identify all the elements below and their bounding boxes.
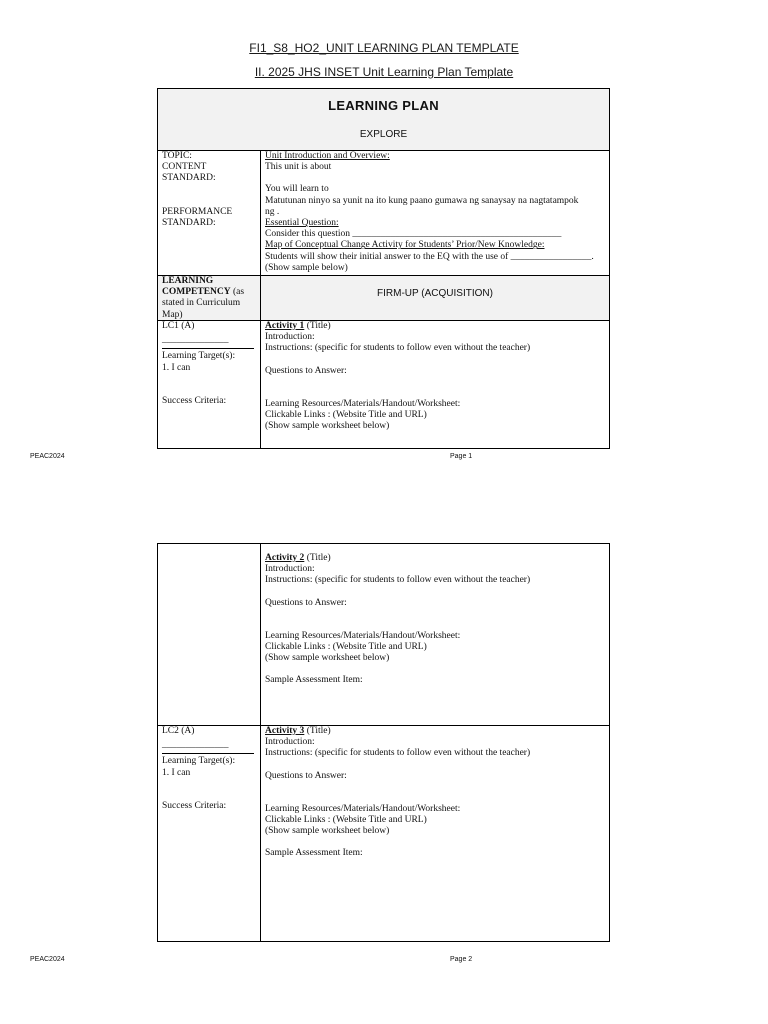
competency-note-2: stated in Curriculum: [162, 298, 241, 309]
lc1-learning-target-label: Learning Target(s):: [162, 351, 236, 362]
activity3-links: Clickable Links : (Website Title and URL): [265, 815, 427, 826]
unit-about-text: This unit is about: [265, 162, 332, 173]
explore-row: [158, 151, 609, 276]
explore-label: EXPLORE: [359, 129, 408, 140]
activity3-label: Activity 3: [265, 726, 305, 736]
content-label: CONTENT: [162, 162, 207, 173]
learning-competency-cell: [158, 276, 261, 320]
activity2-questions: Questions to Answer:: [265, 597, 347, 608]
ng-text: ng .: [265, 206, 280, 217]
activity2-title: (Title): [304, 553, 331, 563]
learning-plan-table-page1: [157, 88, 610, 449]
lc2-success-criteria-label: Success Criteria:: [162, 800, 227, 811]
activity1-instructions: Instructions: (specific for students to follow even without the teacher): [265, 343, 531, 354]
activity2-instructions: Instructions: (specific for students to follow even without the teacher): [265, 575, 531, 586]
activity3-introduction: Introduction:: [265, 737, 315, 748]
learning-competency-label: LEARNING COMPETENCY: [162, 276, 231, 298]
activity3-row: [158, 726, 609, 942]
lc2-code: LC2 (A): [162, 726, 195, 736]
lc1-blank: ______________: [162, 335, 229, 346]
show-sample-text: (Show sample below): [265, 262, 348, 273]
consider-question-text: Consider this question ____________________________________________: [265, 229, 562, 240]
lc1-cell: [158, 321, 261, 448]
conceptual-change-map-label: Map of Conceptual Change Activity for Students’ Prior/New Knowledge:: [265, 240, 545, 251]
document-title: FI1_S8_HO2_UNIT LEARNING PLAN TEMPLATE: [249, 41, 519, 55]
topic-label: TOPIC:: [162, 151, 192, 161]
document-subtitle: II. 2025 JHS INSET Unit Learning Plan Template: [254, 65, 514, 79]
firm-up-label: FIRM-UP (ACQUISITION): [377, 288, 493, 299]
activity1-questions: Questions to Answer:: [265, 365, 347, 376]
activity3-resources: Learning Resources/Materials/Handout/Worksheet:: [265, 803, 461, 814]
activity1-resources: Learning Resources/Materials/Handout/Worksheet:: [265, 398, 461, 409]
activity3-instructions: Instructions: (specific for students to follow even without the teacher): [265, 748, 531, 759]
essential-question-label: Essential Question:: [265, 218, 339, 229]
activity2-row: [158, 544, 609, 726]
activity2-assessment: Sample Assessment Item:: [265, 675, 363, 686]
footer-page-number-1: Page 1: [450, 453, 473, 460]
learning-plan-header: [158, 89, 609, 151]
lc2-learning-target-label: Learning Target(s):: [162, 756, 236, 767]
activity2-resources: Learning Resources/Materials/Handout/Worksheet:: [265, 630, 461, 641]
activity3-assessment: Sample Assessment Item:: [265, 848, 363, 859]
activity2-worksheet: (Show sample worksheet below): [265, 653, 390, 664]
activity2-label: Activity 2: [265, 553, 305, 563]
activity1-row: [158, 321, 609, 448]
activity1-label: Activity 1: [265, 321, 305, 331]
footer-peac-page1: PEAC2024: [30, 453, 65, 460]
activity1-worksheet: (Show sample worksheet below): [265, 421, 390, 432]
activity3-worksheet: (Show sample worksheet below): [265, 826, 390, 837]
activity3-title: (Title): [304, 726, 331, 736]
matutunan-text: Matutunan ninyo sa yunit na ito kung paano gumawa ng sanaysay na nagtatampok: [265, 195, 579, 206]
competency-note-3: Map): [162, 309, 183, 320]
activity3-cell: [261, 726, 609, 942]
lc2-cell: [158, 726, 261, 942]
unit-intro-label: Unit Introduction and Overview:: [265, 151, 390, 161]
lc2-ican-text: 1. I can: [162, 767, 191, 778]
activity1-title: (Title): [304, 321, 331, 331]
lc2-blank: ______________: [162, 740, 229, 751]
activity1-links: Clickable Links : (Website Title and URL): [265, 410, 427, 421]
activity2-cell: [261, 544, 609, 725]
explore-content-cell: [261, 151, 609, 275]
lc1-code: LC1 (A): [162, 321, 195, 331]
competency-header-row: [158, 276, 609, 321]
lc1-underline: [162, 348, 254, 349]
activity1-introduction: Introduction:: [265, 332, 315, 343]
lc2-underline: [162, 753, 254, 754]
content-standard-label: STANDARD:: [162, 173, 216, 184]
activity3-questions: Questions to Answer:: [265, 770, 347, 781]
learning-plan-table-page2: [157, 543, 610, 942]
learning-plan-title: LEARNING PLAN: [328, 98, 439, 113]
standards-cell: [158, 151, 261, 275]
activity2-links: Clickable Links : (Website Title and URL): [265, 642, 427, 653]
lc1-ican-text: 1. I can: [162, 362, 191, 373]
students-eq-text: Students will show their initial answer to the EQ with the use of _________________.: [265, 251, 594, 262]
footer-page-number-2: Page 2: [450, 956, 473, 963]
lc1-success-criteria-label: Success Criteria:: [162, 395, 227, 406]
activity2-introduction: Introduction:: [265, 564, 315, 575]
competency-note: (as: [230, 287, 245, 298]
activity1-cell: [261, 321, 609, 448]
you-learn-text: You will learn to: [265, 184, 329, 195]
activity2-left-cell: [158, 544, 261, 725]
firm-up-cell: [261, 276, 609, 320]
performance-standard-label: STANDARD:: [162, 217, 216, 228]
footer-peac-page2: PEAC2024: [30, 956, 65, 963]
performance-label: PERFORMANCE: [162, 206, 233, 217]
